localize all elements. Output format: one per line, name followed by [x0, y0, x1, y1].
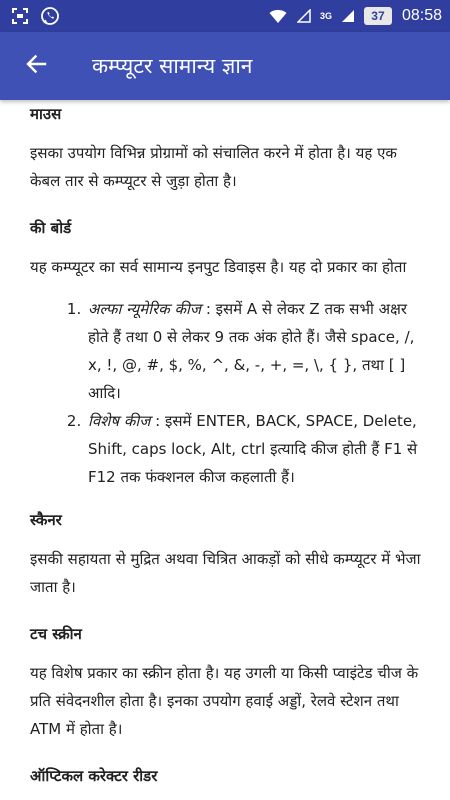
screenshot-icon: [10, 6, 30, 26]
section-text-touch-screen: यह विशेष प्रकार का स्क्रीन होता है। यह उगली या किसी प्वाइंटेड चीज के प्रति संवेदनशील होता है। इनका उपयोग हवाई अड्डों, रेलवे स्टेशन तथा ATM में होता है।: [30, 664, 419, 738]
signal-icon: [338, 6, 358, 26]
section-text-keyboard: यह कम्प्यूटर का सर्व सामान्य इनपुट डिवाइस है। यह दो प्रकार का होता: [30, 258, 407, 276]
keyboard-types-list: [30, 295, 428, 491]
wifi-icon: [268, 6, 288, 26]
section-title-keyboard: की बोर्ड: [30, 219, 72, 237]
section-title-mouse: माउस: [30, 105, 62, 123]
article-content[interactable]: [0, 100, 450, 800]
list-item-term: विशेष कीज: [88, 412, 151, 430]
signal-icon: [294, 6, 314, 26]
app-bar: [0, 32, 450, 100]
whatsapp-icon: [40, 6, 60, 26]
status-time: 08:58: [401, 7, 442, 24]
list-item-term: अल्फा न्यूमेरिक कीज: [88, 300, 202, 318]
list-item: [86, 407, 428, 491]
page-title: कम्प्यूटर सामान्य ज्ञान: [92, 54, 253, 78]
list-item: [86, 295, 428, 407]
section-title-touch-screen: टच स्क्रीन: [30, 625, 82, 643]
network-type-label: 3G: [319, 11, 332, 21]
arrow-back-icon: [25, 53, 47, 79]
battery-indicator: 37: [364, 7, 392, 25]
status-bar: [0, 0, 450, 32]
back-button[interactable]: [6, 32, 66, 100]
section-title-scanner: स्कैनर: [30, 511, 62, 529]
list-item-desc: : इसमें A से लेकर Z तक सभी अक्षर होते हैं तथा 0 से लेकर 9 तक अंक होते हैं। जैसे space, /, x, !, @, #, $, %, ^, &, -, +, =, \, { }, तथा [ ] आदि।: [88, 300, 415, 402]
section-text-scanner: इसकी सहायता से मुद्रित अथवा चित्रित आकड़ों को सीधे कम्प्यूटर में भेजा जाता है।: [30, 550, 421, 596]
section-text-mouse: इसका उपयोग विभिन्न प्रोग्रामों को संचालित करने में होता है। यह एक केबल तार से कम्प्यूटर से जुड़ा होता है।: [30, 144, 397, 190]
section-title-ocr: ऑप्टिकल करेक्टर रीडर: [30, 767, 158, 785]
list-item-desc: : इसमें ENTER, BACK, SPACE, Delete, Shift, caps lock, Alt, ctrl इत्यादि कीज होती हैं F1 से F12 तक फंक्शनल कीज कहलाती हैं।: [88, 412, 418, 486]
